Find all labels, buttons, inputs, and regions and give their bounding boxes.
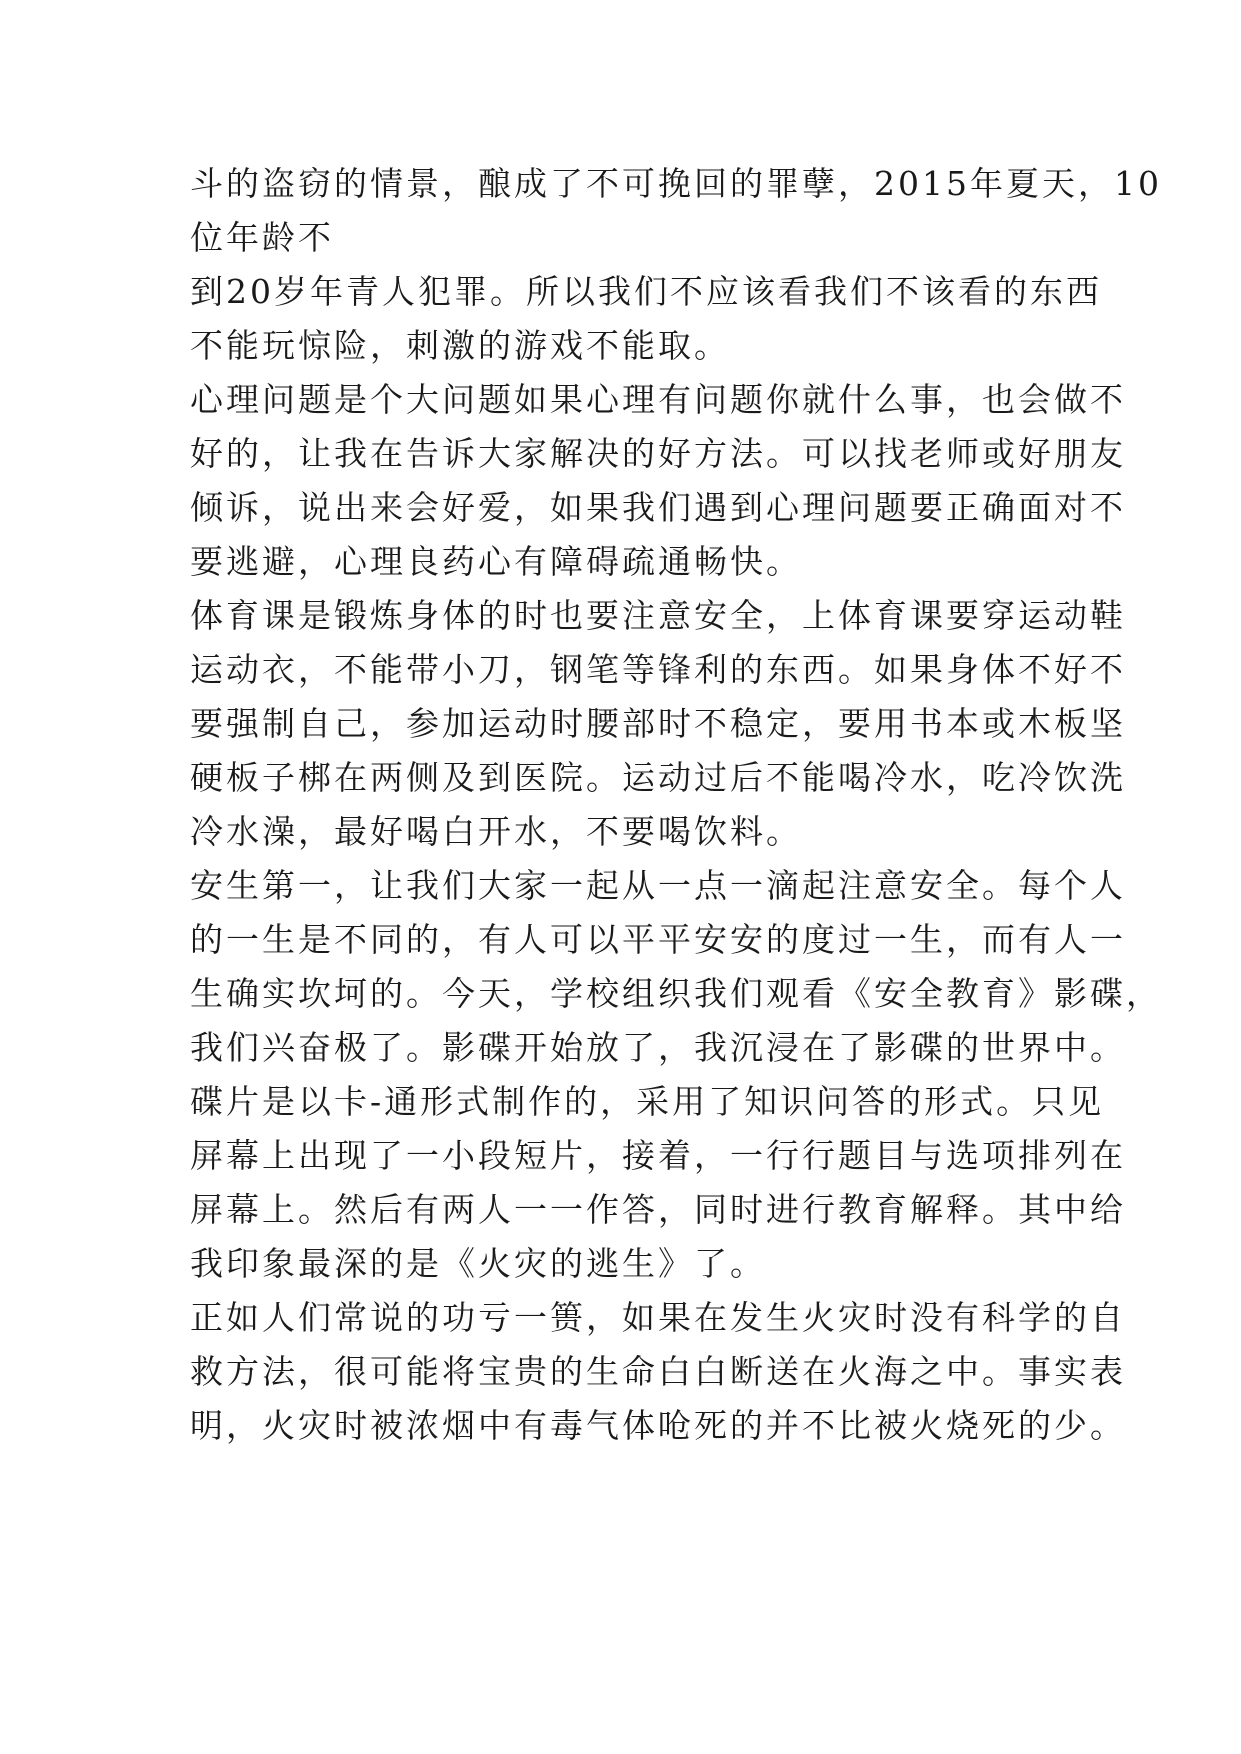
text-line: 心理问题是个大问题如果心理有问题你就什么事，也会做不 [190, 380, 1126, 419]
text-line: 正如人们常说的功亏一篑，如果在发生火灾时没有科学的自 [190, 1298, 1126, 1337]
text-line: 位年龄不 [190, 218, 334, 257]
text-line: 不能玩惊险，刺激的游戏不能取。 [190, 326, 730, 365]
text-line: 要强制自己，参加运动时腰部时不稳定，要用书本或木板坚 [190, 704, 1126, 743]
text-line: 体育课是锻炼身体的时也要注意安全，上体育课要穿运动鞋 [190, 596, 1126, 635]
text-line: 到20岁年青人犯罪。所以我们不应该看我们不该看的东西 [190, 272, 1102, 311]
text-line: 运动衣，不能带小刀，钢笔等锋利的东西。如果身体不好不 [190, 650, 1126, 689]
text-line: 明，火灾时被浓烟中有毒气体呛死的并不比被火烧死的少。 [190, 1406, 1126, 1445]
text-line: 我印象最深的是《火灾的逃生》了。 [190, 1244, 766, 1283]
text-line: 生确实坎坷的。今天，学校组织我们观看《安全教育》影碟， [190, 974, 1162, 1013]
text-line: 安生第一，让我们大家一起从一点一滴起注意安全。每个人 [190, 866, 1126, 905]
text-line: 斗的盗窃的情景，酿成了不可挽回的罪孽，2015年夏天，10 [190, 164, 1162, 203]
text-line: 屏幕上出现了一小段短片，接着，一行行题目与选项排列在 [190, 1136, 1126, 1175]
text-line: 我们兴奋极了。影碟开始放了，我沉浸在了影碟的世界中。 [190, 1028, 1126, 1067]
body-text [190, 157, 1162, 1453]
text-line: 的一生是不同的，有人可以平平安安的度过一生，而有人一 [190, 920, 1126, 959]
text-line: 倾诉，说出来会好爱，如果我们遇到心理问题要正确面对不 [190, 488, 1126, 527]
text-line: 硬板子梆在两侧及到医院。运动过后不能喝冷水，吃冷饮洗 [190, 758, 1126, 797]
text-line: 要逃避，心理良药心有障碍疏通畅快。 [190, 542, 802, 581]
text-line: 救方法，很可能将宝贵的生命白白断送在火海之中。事实表 [190, 1352, 1126, 1391]
text-line: 好的，让我在告诉大家解决的好方法。可以找老师或好朋友 [190, 434, 1126, 473]
text-line: 碟片是以卡-通形式制作的，采用了知识问答的形式。只见 [190, 1082, 1105, 1121]
text-line: 冷水澡，最好喝白开水，不要喝饮料。 [190, 812, 802, 851]
text-line: 屏幕上。然后有两人一一作答，同时进行教育解释。其中给 [190, 1190, 1126, 1229]
